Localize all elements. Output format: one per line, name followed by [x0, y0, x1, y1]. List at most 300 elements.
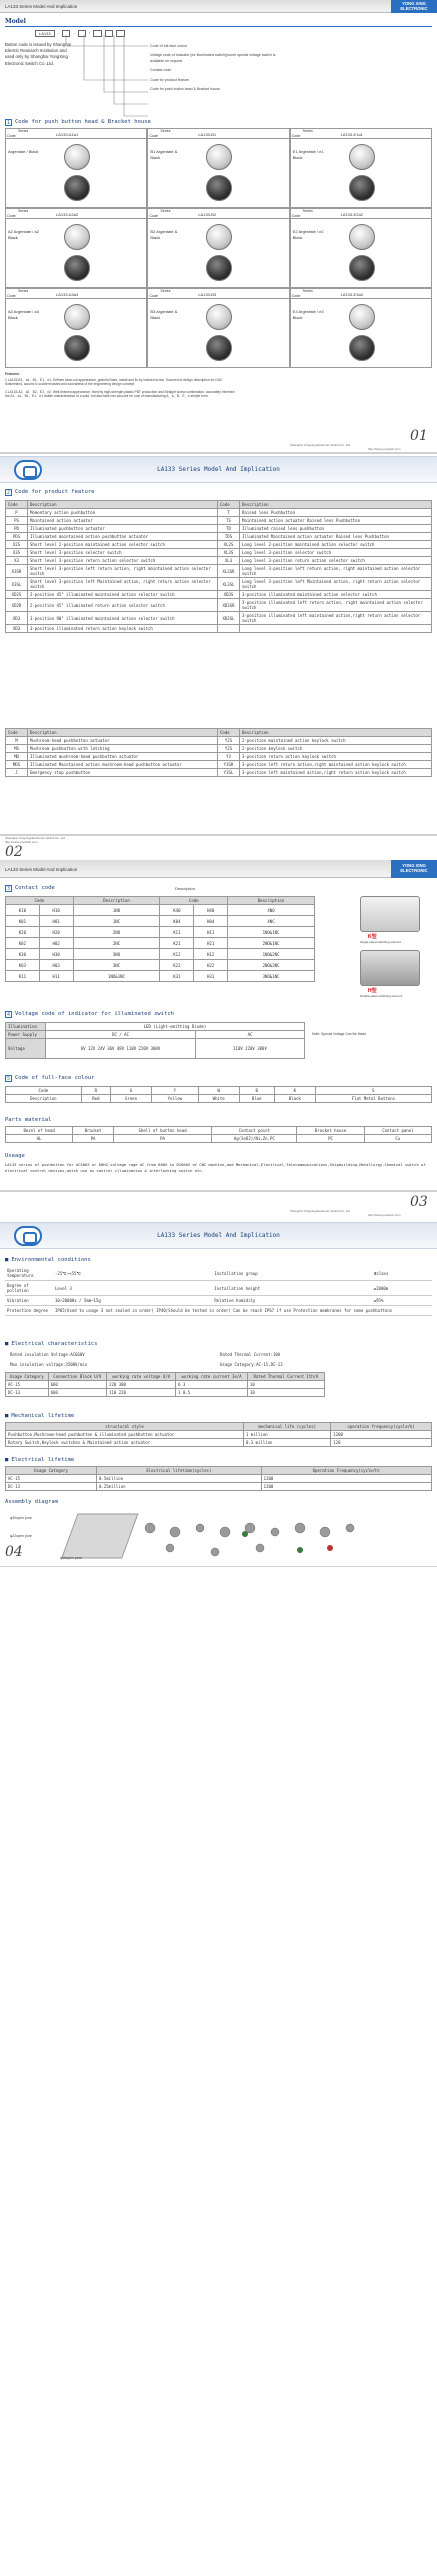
value-cell: Yellow [152, 1095, 199, 1103]
value-cell: Description [6, 1095, 82, 1103]
header-cell: mechanical life (cycles) [243, 1423, 330, 1431]
parts-head-row [6, 1127, 432, 1135]
section-5-number: 5 [6, 1075, 10, 1082]
env-value-cell: Ⅲclass [372, 1266, 432, 1281]
section-5-title: Code of full-face colour [15, 1074, 95, 1081]
mech-heading [5, 1412, 74, 1420]
grid-cell [5, 208, 147, 288]
value-cell: Code [6, 1087, 82, 1095]
description-cell: Long level 3-position return action selector switch [240, 557, 432, 565]
k-type-label: K型 [368, 934, 377, 940]
button-head-photo [206, 304, 232, 330]
description-cell [240, 625, 432, 633]
table-row [6, 971, 315, 982]
footer-company-3: Shanghai Yongxing Electronic Switch Co.,Ltd [290, 1209, 350, 1213]
grid-cell-code: A3 Argentate / a3 Black [8, 309, 39, 321]
value-cell: 1200 [261, 1483, 431, 1491]
parts-material-heading [5, 1116, 51, 1124]
value-cell: Ag(SnO2)/Ni,Zn,PC [212, 1135, 297, 1143]
col-code-2: Code [218, 501, 240, 509]
elec-heading [5, 1340, 97, 1348]
voltage-values-dcac: 6V 12V 24V 36V 48V 110V 220V 380V [46, 1039, 196, 1059]
code-label: Code [149, 134, 158, 138]
elife-table [5, 1466, 432, 1491]
value-cell: Red [81, 1095, 110, 1103]
h-type-label: H型 [368, 988, 377, 994]
contact-code-table [5, 896, 315, 982]
contact-desc-cell: 3NO [73, 949, 160, 960]
series-label: Series [160, 129, 171, 133]
code-cell: TD [218, 525, 240, 533]
elec-line-2b: Usage Category:AC-15,DC-13 [220, 1362, 283, 1367]
code-cell: X3SL [6, 578, 28, 591]
table-row [6, 549, 432, 557]
assembly-title: Assembly diagram [5, 1498, 58, 1505]
elife-heading [5, 1456, 74, 1464]
contact-code-cell: K31 [160, 971, 194, 982]
voltage-row-supply [6, 1031, 305, 1039]
h-type-caption: Double-sided switching element [360, 994, 403, 998]
description-cell: 2-position maintained action keylock switch [240, 737, 432, 745]
description-cell: Long level 3-position left Maintained action, right return action selector switch [240, 578, 432, 591]
description-cell: Long level 2-position maintained action selector switch [240, 541, 432, 549]
model-box-3: □ [93, 30, 101, 37]
model-box-slash: / [89, 30, 91, 35]
contact-table-header [6, 897, 315, 905]
env-value-cell: -25℃~+55℃ [53, 1266, 212, 1281]
code-label: Code [291, 294, 301, 298]
model-box-2: □ [78, 30, 86, 37]
contact-code-cell: K12 [160, 949, 194, 960]
col-code-2: Code [218, 729, 240, 737]
table-row [6, 557, 432, 565]
value-cell: AL [6, 1135, 73, 1143]
header-cell: structural style [6, 1423, 244, 1431]
grid-cell-code: B1 Argentate & Black [150, 149, 178, 161]
table-row [5, 1296, 432, 1306]
series-label: Series [18, 209, 29, 213]
elec-table [5, 1372, 325, 1397]
grid-cell [147, 288, 289, 368]
contact-desc-cell: 1NO&1NC [73, 971, 160, 982]
assembly-label-22: φ22open pore [10, 1534, 32, 1538]
description-cell: 3-position return action keylock switch [240, 753, 432, 761]
brand-line-1: YONG XING [402, 863, 426, 868]
env-value-cell: Level 3 [53, 1281, 212, 1296]
contact-code-cell: H31 [194, 971, 228, 982]
grid-cell [290, 208, 432, 288]
usage-text: LA133 series of pushbutton for AC50HZ or 60HZ,voltage rage AC from 600V to DC600V of CNC machine,and Mechanical,Electrical,Telecommunications,Shipbuilding,Metallurgy.Chemical switch of electrical control devices,which use as control illumination & interlocking switch etc. [5, 1162, 426, 1174]
contact-code-cell: H10 [39, 905, 73, 916]
description-cell: 3-position 90° illuminated maintained action selector switch [28, 612, 218, 625]
header-cell: Usage Category [6, 1467, 97, 1475]
description-cell: Maintained action actuator Raised lens Pushbutton [240, 517, 432, 525]
contact-desc-cell: 1NO [73, 905, 160, 916]
section-1-heading [5, 118, 151, 126]
col-description: Description [28, 729, 218, 737]
grid-cell-code: E1 Argentate / e1 Black [292, 149, 324, 161]
grid-cell-header [148, 209, 288, 219]
grid-cell-code: Argentate / Black [8, 149, 39, 154]
table-row [6, 1389, 325, 1397]
env-label-cell: Degree of pollution [5, 1281, 53, 1296]
feature-table-2-header [6, 729, 432, 737]
contact-code-cell: K40 [160, 905, 194, 916]
code-cell: X3SR [6, 565, 28, 578]
legend-line-2: Voltage code of indicator (for illuminated switch)(some special voltage switch is available on request [150, 53, 276, 63]
features-block [5, 372, 235, 399]
contact-desc-cell: 2NC [73, 938, 160, 949]
button-head-photo-black [64, 335, 90, 361]
env-label-cell: Vibration [5, 1296, 53, 1306]
feature-table-header [6, 501, 432, 509]
description-cell: Illuminated Maintained action actuator Raised lens Pushbutton [240, 533, 432, 541]
code-cell: MDS [6, 761, 28, 769]
value-cell: Y [152, 1087, 199, 1095]
model-box-5: □ [116, 30, 124, 37]
voltage-supply-dcac: DC / AC [46, 1031, 196, 1039]
table-row [6, 753, 432, 761]
model-issuer-text: Button code is issued by Shanghai Electric Research Institution and used only by Shanghai YongXing Electronic Switch Co.,Ltd. [5, 42, 71, 66]
code-cell: XL2S [218, 541, 240, 549]
value-cell: 1200 [261, 1475, 431, 1483]
features-text-2: 2.LA133-A2、a2、B2、E2、e2: Well-finished appearance, fixed by high-strength plastic PBT production and Straight screw combination, accurately inherited the A1、a1、B1、E1、e1 visible characteristics of a solid, but also take into account for cost of manufacturing A、a、B、E、e simple form. [5, 389, 235, 399]
value-cell: 660 [48, 1381, 107, 1389]
page-number-3: 03 [410, 1194, 428, 1210]
table-row [6, 737, 432, 745]
mech-table [5, 1422, 432, 1447]
button-head-photo-black [64, 175, 90, 201]
series-name: LA133-E1a1 [340, 132, 363, 137]
voltage-row-values [6, 1039, 305, 1059]
feature-code-table [5, 500, 432, 633]
series-name: LA133-B2 [198, 212, 217, 217]
page-banner [0, 456, 437, 483]
description-cell: Maintained action actuator [28, 517, 218, 525]
legend-line-5: Code for push button head & Bracket house [150, 86, 220, 91]
header-title: LA133 Series Model And Implication [5, 867, 78, 872]
series-name: LA133-B1 [198, 132, 217, 137]
grid-cell [5, 288, 147, 368]
page-banner [0, 1222, 437, 1249]
table-row [6, 591, 432, 599]
description-cell: Short level 3-position left return action, right maintained action selector switch [28, 565, 218, 578]
contact-code-cell: K11 [160, 927, 194, 938]
value-cell: R [81, 1087, 110, 1095]
table-row [6, 745, 432, 753]
code-cell: TS [218, 517, 240, 525]
code-label: Code [7, 294, 16, 298]
parts-material-title: Parts material [5, 1116, 52, 1123]
model-box-dash-2: - [73, 30, 75, 35]
value-cell: Blue [239, 1095, 274, 1103]
table-row [6, 905, 315, 916]
series-label: Series [18, 289, 29, 293]
usage-title: Useage [5, 1152, 25, 1159]
description-cell: Mushroom pushbutton with latching [28, 745, 218, 753]
contact-code-cell: K11 [6, 971, 40, 982]
voltage-supply-label: Power Supply [6, 1031, 46, 1039]
env-label-cell: Relative humidity [212, 1296, 371, 1306]
colour-code-table [5, 1086, 432, 1103]
value-cell: 120 [331, 1439, 432, 1447]
description-cell: Illuminated Maintained action mushroom-head pushbutton actuator [28, 761, 218, 769]
contact-desc-cell: 3NO&1NC [228, 971, 315, 982]
series-label: Series [302, 289, 313, 293]
model-box-4: □ [105, 30, 113, 37]
button-head-photo [64, 144, 90, 170]
features-title: Features: [5, 372, 20, 376]
contact-code-cell: K21 [160, 938, 194, 949]
col-description: Description [28, 501, 218, 509]
code-cell: XD3 [6, 612, 28, 625]
voltage-supply-ac: AC [196, 1031, 305, 1039]
section-3-title: Contact code [15, 884, 55, 891]
header-cell: operation frequency(cycle/h) [331, 1423, 432, 1431]
value-cell: 10 [247, 1389, 324, 1397]
code-cell: M [6, 737, 28, 745]
series-name: LA133-A3a3 [56, 292, 79, 297]
model-heading: Model [5, 18, 26, 25]
series-label: Series [18, 129, 29, 133]
code-cell: P [6, 509, 28, 517]
legend-line-1: Code of full-face colour [150, 44, 187, 48]
features-text-1: 1.LA133-B1、a1、B1、E1、e1: Defines clear-cut appearance, graceful lines, install and fix by inclined screw. Succeed to design description for DAX Switzerland, accord to occident tastes and soundness of the engineering design concept. [5, 377, 223, 387]
code-cell: MD [6, 753, 28, 761]
value-cell: Contact panel [364, 1127, 431, 1135]
page-header [0, 860, 437, 878]
header-cell: working rate voltage U/V [107, 1373, 176, 1381]
value-cell: PA [113, 1135, 212, 1143]
table-row [6, 533, 432, 541]
grid-cell-header [148, 289, 288, 299]
contact-desc-label: Description [175, 886, 196, 891]
button-head-photo [206, 224, 232, 250]
contact-code-cell: H40 [194, 905, 228, 916]
env-value-cell: ≤2000m [372, 1281, 432, 1296]
code-cell: Y3 [218, 753, 240, 761]
contact-desc-cell: 4NC [228, 916, 315, 927]
grid-cell [147, 208, 289, 288]
section-2-heading [5, 488, 94, 496]
page-number-2: 02 [5, 844, 23, 856]
code-cell: XD3SL [218, 612, 240, 625]
col-description-2: Description [240, 501, 432, 509]
legend-line-3: Contact code [150, 68, 172, 73]
table-row [6, 949, 315, 960]
series-label: Series [160, 289, 171, 293]
code-cell: XD2R [6, 599, 28, 612]
code-cell: MS [6, 745, 28, 753]
footer-url-3: http://www.yxswitch.com [368, 1213, 401, 1217]
value-cell: 1 million [243, 1431, 330, 1439]
contact-code-cell: K30 [6, 949, 40, 960]
code-label: Code [291, 214, 301, 218]
description-cell: Illuminated maintained action pushbutton actuator [28, 533, 218, 541]
voltage-values-ac: 110V 220V 380V [196, 1039, 305, 1059]
table-row [6, 509, 432, 517]
description-cell: Raised lens Pushbutton [240, 509, 432, 517]
grid-cell-code: B3 Argentate & Black [150, 309, 178, 321]
code-label: Code [7, 214, 16, 218]
description-cell: Short level 2-position maintained action selector switch [28, 541, 218, 549]
description-cell: 3-position illuminated left return action, right maintained action selector switch [240, 599, 432, 612]
value-cell: AC-15 [6, 1381, 49, 1389]
mech-title: Mechanical lifetime [11, 1412, 75, 1419]
contact-desc-cell: 4NO [228, 905, 315, 916]
col-description-2: Description [240, 729, 432, 737]
code-cell: Y3SR [218, 761, 240, 769]
page-2-bottom-rule [0, 834, 437, 836]
grid-cell-code: E3 Argentate / e3 Black [292, 309, 324, 321]
contact-code-cell: K02 [6, 938, 40, 949]
value-cell: 0.3 million [243, 1439, 330, 1447]
code-cell: XL3 [218, 557, 240, 565]
series-name: LA133-E2a2 [340, 212, 363, 217]
description-cell: Illuminated raised lens pushbutton [240, 525, 432, 533]
grid-cell [290, 128, 432, 208]
grid-cell-header [291, 129, 431, 139]
table-row [5, 1281, 432, 1296]
value-cell: DC-13 [6, 1389, 49, 1397]
contact-desc-cell: 2NO&2NC [228, 960, 315, 971]
header-cell: working rate current Ie/A [176, 1373, 248, 1381]
page-number-4: 04 [5, 1544, 23, 1560]
series-name: LA133-A1a1 [56, 132, 79, 137]
value-cell: Green [111, 1095, 152, 1103]
table-row [6, 769, 432, 777]
footer-company-2: Shanghai Yongxing Electronic Switch Co.,Ltd [5, 836, 65, 840]
table-row [6, 541, 432, 549]
button-head-photo [206, 144, 232, 170]
col-code: Code [6, 501, 28, 509]
description-cell: 3-position illuminated return action keylock switch [28, 625, 218, 633]
env-value-cell: 10~2000Hz / 5mm~15g [53, 1296, 212, 1306]
value-cell: 0.25million [97, 1483, 262, 1491]
value-cell: Bracket [73, 1127, 114, 1135]
value-cell: S [315, 1087, 431, 1095]
contact-desc-cell: 1NO&1NC [228, 927, 315, 938]
page-3-bottom-rule [0, 1190, 437, 1192]
grid-cell-code: E2 Argentate / e2 Black [292, 229, 324, 241]
value-cell: Black [274, 1095, 315, 1103]
elec-line-2a: Max insulation voltage:3500V/min [10, 1362, 88, 1367]
value-cell: Cu [364, 1135, 431, 1143]
description-cell: Illuminated pushbutton actuator [28, 525, 218, 533]
elife-head-row [6, 1467, 432, 1475]
k-type-element-photo [360, 896, 420, 932]
brand-badge [391, 860, 437, 878]
contact-code-cell: H21 [194, 938, 228, 949]
contact-code-cell: H12 [194, 949, 228, 960]
k-type-caption: Single-sided switching element [360, 940, 402, 944]
grid-cell-header [6, 209, 146, 219]
elec-title: Electrical characteristics [11, 1340, 98, 1347]
table-row [6, 599, 432, 612]
table-row [6, 1475, 432, 1483]
code-cell: X2S [6, 541, 28, 549]
description-cell: 2-position 45° illuminated maintained action selector switch [28, 591, 218, 599]
grid-cell-header [291, 209, 431, 219]
code-cell: Y2S [218, 745, 240, 753]
contact-col-desc: Description [73, 897, 160, 905]
value-cell: 660 [48, 1389, 107, 1397]
contact-code-cell: H03 [39, 960, 73, 971]
page-4-bottom-rule [0, 1566, 437, 1567]
table-row [6, 1381, 325, 1389]
button-head-photo-black [206, 175, 232, 201]
env-bullet: ■ [5, 1256, 9, 1263]
code-cell: Y2S [218, 737, 240, 745]
value-cell: Shell of button head [113, 1127, 212, 1135]
table-row [6, 578, 432, 591]
header-cell: Operation Frequency(cycle/h) [261, 1467, 431, 1475]
section-4-title: Voltage code of indicator for illuminated switch [15, 1010, 174, 1017]
code-cell: Y3SL [218, 769, 240, 777]
button-head-photo-black [349, 335, 375, 361]
voltage-table [5, 1022, 305, 1059]
table-row [5, 1266, 432, 1281]
grid-cell-header [6, 129, 146, 139]
value-cell: Flat Metal Buttons [315, 1095, 431, 1103]
code-cell: XL3S [218, 549, 240, 557]
table-row [6, 927, 315, 938]
table-row [6, 938, 315, 949]
description-cell: 3-position illuminated left maintained action,right return action selector switch [240, 612, 432, 625]
usage-heading [5, 1152, 25, 1160]
grid-cell [147, 128, 289, 208]
code-cell: XD3S [218, 591, 240, 599]
legend-connector-lines [0, 0, 437, 120]
code-cell: PS [6, 517, 28, 525]
contact-code-cell: K10 [6, 905, 40, 916]
grid-cell-header [291, 289, 431, 299]
header-cell: Electrical lifetime(cycles) [97, 1467, 262, 1475]
contact-code-cell: H30 [39, 949, 73, 960]
brand-line-2: ELECTRONIC [400, 6, 428, 12]
code-cell: XD2S [6, 591, 28, 599]
feature-code-table-2 [5, 728, 432, 777]
grid-cell-header [6, 289, 146, 299]
value-cell: 6 3 [176, 1381, 248, 1389]
code-cell: XL3SL [218, 578, 240, 591]
contact-desc-cell: 2NO [73, 927, 160, 938]
table-row [6, 565, 432, 578]
page-1-bottom-rule [0, 452, 437, 454]
description-cell: Short level 3-position left Maintained action, right return action selector switch [28, 578, 218, 591]
value-cell: 0.5million [97, 1475, 262, 1483]
value-cell: AC-15 [6, 1475, 97, 1483]
table-row [6, 625, 432, 633]
voltage-led-label: LED (Light-emitting Diode) [46, 1023, 305, 1031]
value-cell: Bezel of head [6, 1127, 73, 1135]
value-cell: G [111, 1087, 152, 1095]
grid-cell-code: A2 Argentate / a2 Black [8, 229, 39, 241]
elec-head-row [6, 1373, 325, 1381]
description-cell: Short level 3-position return action selector switch [28, 557, 218, 565]
header-cell: Connection Block U/V [48, 1373, 107, 1381]
value-cell: K [274, 1087, 315, 1095]
contact-code-cell: K22 [160, 960, 194, 971]
button-head-photo-black [206, 255, 232, 281]
parts-mat-row [6, 1135, 432, 1143]
description-cell: 3-position illuminated maintained action selector switch [240, 591, 432, 599]
page-4 [0, 1222, 437, 2560]
elife-title: Electrical lifetime [11, 1456, 75, 1463]
grid-cell [5, 128, 147, 208]
series-label: Series [160, 209, 171, 213]
grid-cell-code: B2 Argentate & Black [150, 229, 178, 241]
